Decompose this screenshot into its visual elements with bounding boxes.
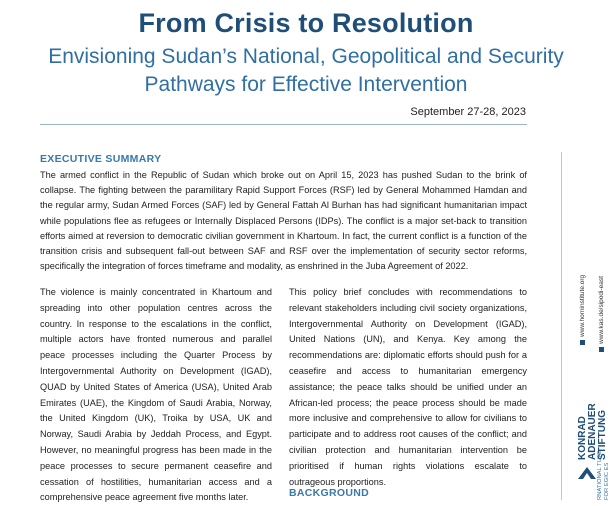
horn-institute-link[interactable]: www.horninstitute.org [579, 275, 586, 345]
background-heading: BACKGROUND [289, 487, 369, 499]
left-column-paragraph: The violence is mainly concentrated in Khartoum and spreading into other population centres across the country. In response to the escalations in the conflict, multiple actors have fronted numerous and parallel peace processes including the Quarter Process by Intergovernmental Authority on Development (IGAD), QUAD by United States of America (USA), United Arab Emirates (UAE), the Kingdom of Saudi Arabia, Norway, the United Kingdom (UK), Troika by USA, UK and Norway, Saudi Arabia by Jeddah Process, and Egypt. However, no meaningful progress has been made in the peace processes to secure permanent ceasefire and cessation of hostilities, humanitarian access and a comprehensive peace agreement five months later. [40, 287, 272, 503]
sidebar-divider [561, 152, 562, 500]
executive-summary-heading: EXECUTIVE SUMMARY [40, 153, 162, 165]
konrad-adenauer-logo-mark [578, 467, 596, 479]
executive-summary-paragraph: The armed conflict in the Republic of Sudan which broke out on April 15, 2023 has pushed Sudan to the brink of collapse. The fighting between the paramilitary Rapid Support Forces (RSF) led by General Mohammed Hamdan and the regular army, Sudan Armed Forces (SAF) led by General Fattah Al Burhan has had significant humanitarian impact while populations flee as refugees or Internally Displaced Persons (IDPs). The conflict is a major set-back to transition efforts aimed at reversion to democratic civilian government in Khartoum. In fact, the current conflict is a function of the transition crisis and subsequent fall-out between SAF and RSF over the implementation of security sector reforms, specifically the integration of forces timeframe and modality, as enshrined in the Juba Agreement of 2022. [40, 170, 527, 272]
konrad-adenauer-logo: KONRAD ADENAUER STIFTUNG [577, 403, 608, 460]
right-column-paragraph: This policy brief concludes with recommendations to relevant stakeholders including civil society organizations, Intergovernmental Authority on Development (IGAD), United Nations (UN), and Kenya. Key among the recommendations are: diplomatic efforts should push for a ceasefire and access to humanitarian emergency assistance; the peace talks should be unified under an African-led process; the peace process should be made more inclusive and comprehensive to allow for civilians to participate and to address root causes of the conflict; and civilian protection and humanitarian intervention be prioritised if human rights violations escalate to outrageous proportions. [289, 287, 527, 487]
document-subtitle: Envisioning Sudan’s National, Geopolitical and Security Pathways for Effective Intervention [48, 45, 564, 96]
kas-link[interactable]: www.kas.de/sipodi-east [598, 276, 605, 352]
header-divider [40, 124, 527, 125]
document-title: From Crisis to Resolution [138, 8, 474, 38]
partner-institute-text: RNATIONAL TUTE FOR EGIC ES [597, 450, 610, 500]
document-date: September 27-28, 2023 [410, 106, 526, 118]
